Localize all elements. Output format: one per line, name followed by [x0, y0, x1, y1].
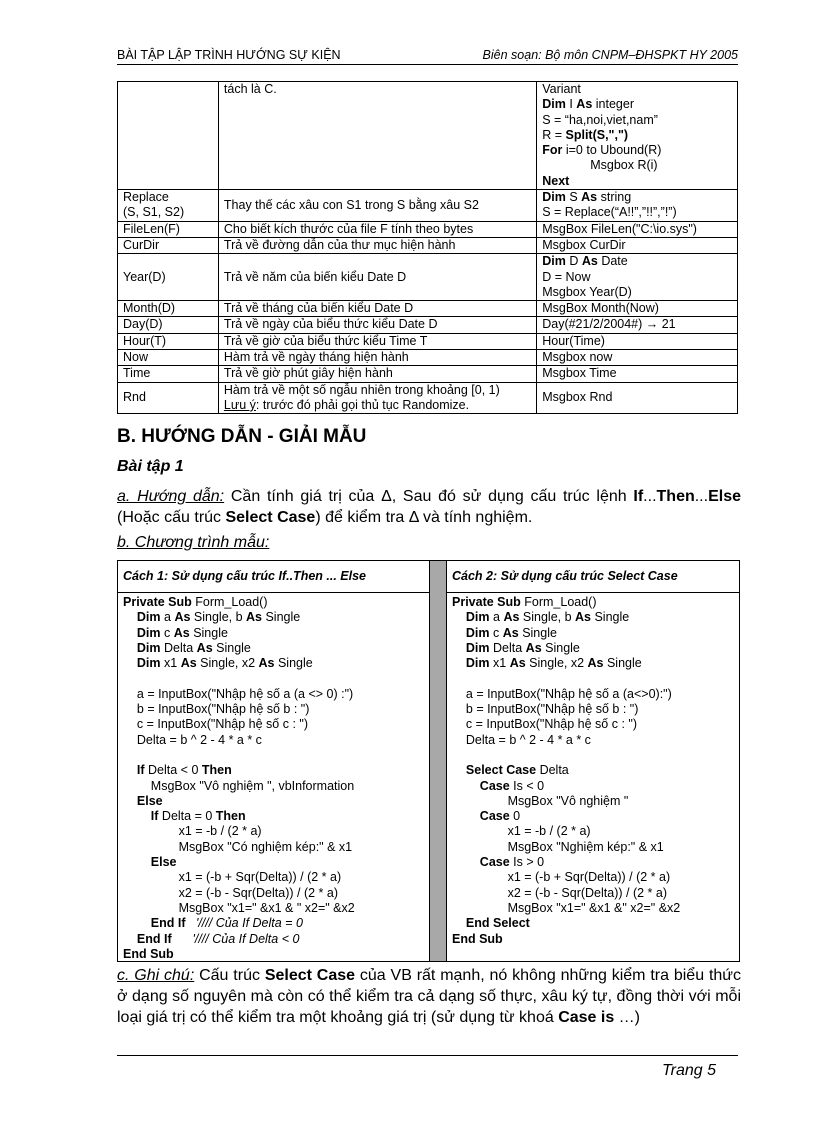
page-header — [117, 48, 738, 65]
section-title: B. HƯỚNG DẪN - GIẢI MẪU — [117, 426, 367, 447]
table-row — [118, 82, 738, 190]
table-row — [118, 350, 738, 366]
fn-name: Replace (S, S1, S2) — [118, 190, 219, 222]
fn-example: MsgBox FileLen("C:\io.sys") — [537, 221, 738, 237]
fn-desc: Trả về tháng của biến kiểu Date D — [218, 301, 536, 317]
fn-name: Month(D) — [118, 301, 219, 317]
fn-name: Time — [118, 366, 219, 382]
fn-example: Msgbox now — [537, 350, 738, 366]
table-row — [118, 317, 738, 333]
fn-desc: Thay thế các xâu con S1 trong S bằng xâu S2 — [218, 190, 536, 222]
code-column-select — [446, 561, 740, 961]
page-number: Trang 5 — [662, 1062, 716, 1079]
fn-example: Msgbox CurDir — [537, 237, 738, 253]
table-row — [118, 254, 738, 301]
fn-example: Day(#21/2/2004#) → 21 — [537, 317, 738, 333]
fn-name: Day(D) — [118, 317, 219, 333]
table-row — [118, 301, 738, 317]
fn-desc: Cho biết kích thước của file F tính theo bytes — [218, 221, 536, 237]
fn-desc: Trả về giờ phút giây hiện hành — [218, 366, 536, 382]
fn-desc: Trả về giờ của biểu thức kiểu Time T — [218, 333, 536, 349]
fn-desc: Trả về năm của biến kiểu Date D — [218, 254, 536, 301]
table-row — [118, 221, 738, 237]
fn-example: Dim D As Date D = Now Msgbox Year(D) — [537, 254, 738, 301]
header-author: Biên soạn: Bộ môn CNPM–ĐHSPKT HY 2005 — [482, 48, 738, 62]
code-if-then-else: Private Sub Form_Load() Dim a As Single, b As Single Dim c As Single Dim Delta As Single Dim x1 As Single, x2 As Single a = InputBox("Nhập hệ số a (a <> 0) :") b = InputBox("Nhập hệ số b : ") c = InputBox("Nhập hệ số c : ") Delta = b ^ 2 - 4 * a * c If Delta < 0 Then MsgBox "Vô nghiệm ", vbInformation Else If Delta = 0 Then x1 = -b / (2 * a) MsgBox "Có nghiệm kép:" & x1 Else x1 = (-b + Sqr(Delta)) / (2 * a) x2 = (-b - Sqr(Delta)) / (2 * a) MsgBox "x1=" &x1 & " x2=" &x2 End If '//// Của If Delta = 0 End If '//// Của If Delta < 0 End Sub — [123, 595, 355, 961]
fn-example: Msgbox Time — [537, 366, 738, 382]
fn-name: CurDir — [118, 237, 219, 253]
fn-example: MsgBox Month(Now) — [537, 301, 738, 317]
table-row — [118, 382, 738, 414]
code-title-select: Cách 2: Sử dụng cấu trúc Select Case — [447, 561, 740, 593]
code-select-case: Private Sub Form_Load() Dim a As Single, b As Single Dim c As Single Dim Delta As Single Dim x1 As Single, x2 As Single a = InputBox("Nhập hệ số a (a<>0):") b = InputBox("Nhập hệ số b : ") c = InputBox("Nhập hệ số c : ") Delta = b ^ 2 - 4 * a * c Select Case Delta Case Is < 0 MsgBox "Vô nghiệm " Case 0 x1 = -b / (2 * a) MsgBox "Nghiệm kép:" & x1 Case Is > 0 x1 = (-b + Sqr(Delta)) / (2 * a) x2 = (-b - Sqr(Delta)) / (2 * a) MsgBox "x1=" &x1 &" x2=" &x2 End Select End Sub — [452, 595, 681, 946]
note-paragraph: c. Ghi chú: Cấu trúc Select Case của VB rất mạnh, nó không những kiểm tra biểu thức ở dạng số nguyên mà còn có thể kiểm tra cả dạng số thực, xâu ký tự, đồng thời với mỗi loại giá trị có thể kiểm tra một khoảng giá trị (sử dụng từ khoá Case is …) — [117, 967, 741, 1026]
exercise-title: Bài tập 1 — [117, 458, 184, 475]
function-table — [117, 81, 738, 414]
guide-paragraph: a. Hướng dẫn: Cần tính giá trị của Δ, Sau đó sử dụng cấu trúc lệnh If...Then...Else (Hoặc cấu trúc Select Case) để kiểm tra Δ và tính nghiệm. — [117, 488, 741, 526]
code-comparison-box — [117, 560, 740, 962]
code-title-if: Cách 1: Sử dụng cấu trúc If..Then ... Else — [118, 561, 429, 593]
table-row — [118, 237, 738, 253]
fn-desc: Hàm trả về ngày tháng hiện hành — [218, 350, 536, 366]
fn-example: Hour(Time) — [537, 333, 738, 349]
code-column-if — [118, 561, 429, 961]
fn-example: Variant Dim I As integer S = “ha,noi,viet,nam” R = Split(S,",") For i=0 to Ubound(R) Msgbox R(i) Next — [537, 82, 738, 190]
fn-desc: Hàm trả về một số ngẫu nhiên trong khoảng [0, 1) Lưu ý: trước đó phải gọi thủ tục Randomize. — [218, 382, 536, 414]
table-row — [118, 190, 738, 222]
fn-name: Hour(T) — [118, 333, 219, 349]
header-title: BÀI TẬP LẬP TRÌNH HƯỚNG SỰ KIỆN — [117, 48, 341, 62]
table-row — [118, 333, 738, 349]
fn-name: FileLen(F) — [118, 221, 219, 237]
fn-name: Year(D) — [118, 254, 219, 301]
fn-desc: tách là C. — [218, 82, 536, 190]
column-divider — [429, 561, 447, 961]
fn-example: Msgbox Rnd — [537, 382, 738, 414]
fn-name: Rnd — [118, 382, 219, 414]
fn-desc: Trả về ngày của biểu thức kiểu Date D — [218, 317, 536, 333]
sample-label: b. Chương trình mẫu: — [117, 534, 270, 551]
fn-example: Dim S As string S = Replace(“A!!”,”!!”,”!”) — [537, 190, 738, 222]
fn-desc: Trả về đường dẫn của thư mục hiện hành — [218, 237, 536, 253]
fn-name: Now — [118, 350, 219, 366]
footer-rule — [117, 1055, 738, 1056]
table-row — [118, 366, 738, 382]
